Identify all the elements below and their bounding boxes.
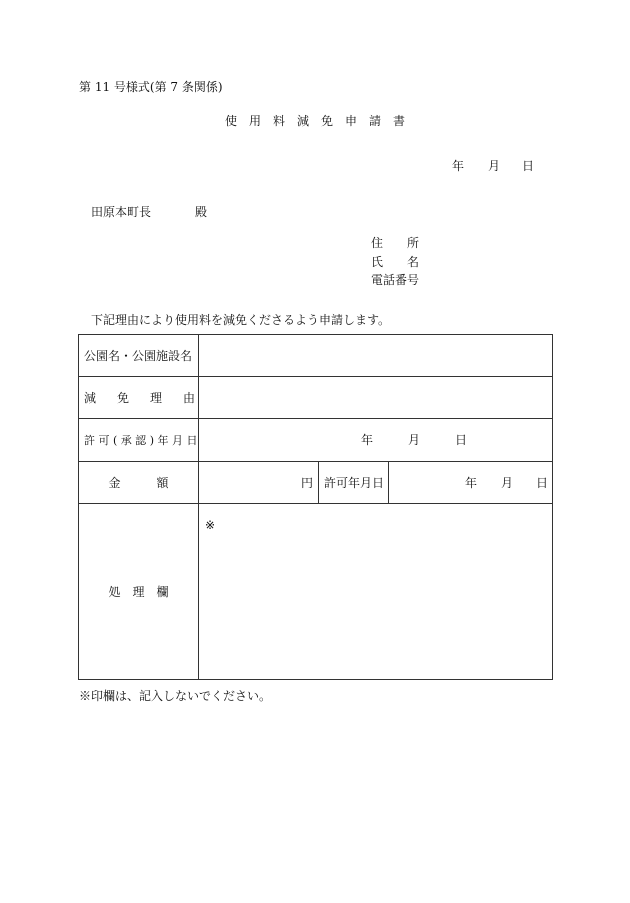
table-row bbox=[79, 462, 553, 504]
reason-label-char: 理 bbox=[149, 391, 162, 405]
table-row bbox=[79, 335, 553, 377]
reason-label bbox=[79, 377, 199, 419]
park-name-label: 公園名・公園施設名 bbox=[79, 335, 199, 377]
addressee-name: 田原本町長 bbox=[91, 205, 152, 219]
reason-label-char: 免 bbox=[116, 391, 129, 405]
permit-day: 日 bbox=[536, 475, 549, 490]
date-year: 年 bbox=[452, 159, 465, 173]
reason-field[interactable] bbox=[199, 377, 553, 419]
page-title: 使 用 料 減 免 申 請 書 bbox=[225, 114, 406, 128]
permit-year: 年 bbox=[465, 475, 478, 490]
processing-label: 処 理 欄 bbox=[79, 504, 199, 680]
park-name-field[interactable] bbox=[199, 335, 553, 377]
reason-label-char: 減 bbox=[84, 391, 97, 405]
intro-text: 下記理由により使用料を減免くださるよう申請します。 bbox=[91, 313, 391, 327]
addressee-honorific: 殿 bbox=[195, 205, 208, 219]
table-row bbox=[79, 419, 553, 462]
permit-date-field[interactable] bbox=[389, 462, 553, 504]
approval-year: 年 bbox=[361, 433, 374, 447]
permit-month: 月 bbox=[501, 475, 514, 490]
phone-label: 電話番号 bbox=[371, 273, 420, 287]
table-row bbox=[79, 377, 553, 419]
table-row bbox=[79, 504, 553, 680]
address-label: 住 所 bbox=[371, 236, 420, 250]
approval-date-field[interactable] bbox=[199, 419, 553, 462]
reference-mark: ※ bbox=[205, 518, 216, 532]
application-table bbox=[78, 334, 553, 680]
approval-month: 月 bbox=[408, 433, 421, 447]
yen-unit: 円 bbox=[300, 476, 313, 490]
approval-day: 日 bbox=[455, 433, 468, 447]
amount-field[interactable] bbox=[199, 462, 319, 504]
date-day: 日 bbox=[522, 159, 535, 173]
form-number: 第 11 号様式(第 7 条関係) bbox=[79, 80, 223, 94]
processing-field bbox=[199, 504, 553, 680]
footnote: ※印欄は、記入しないでください。 bbox=[79, 689, 272, 703]
date-month: 月 bbox=[488, 159, 501, 173]
name-label: 氏 名 bbox=[371, 255, 420, 269]
reason-label-char: 由 bbox=[182, 391, 195, 405]
permit-date-label: 許可年月日 bbox=[319, 462, 389, 504]
approval-date-label: 許 可 ( 承 認 ) 年 月 日 bbox=[79, 419, 199, 462]
amount-label: 金 額 bbox=[79, 462, 199, 504]
